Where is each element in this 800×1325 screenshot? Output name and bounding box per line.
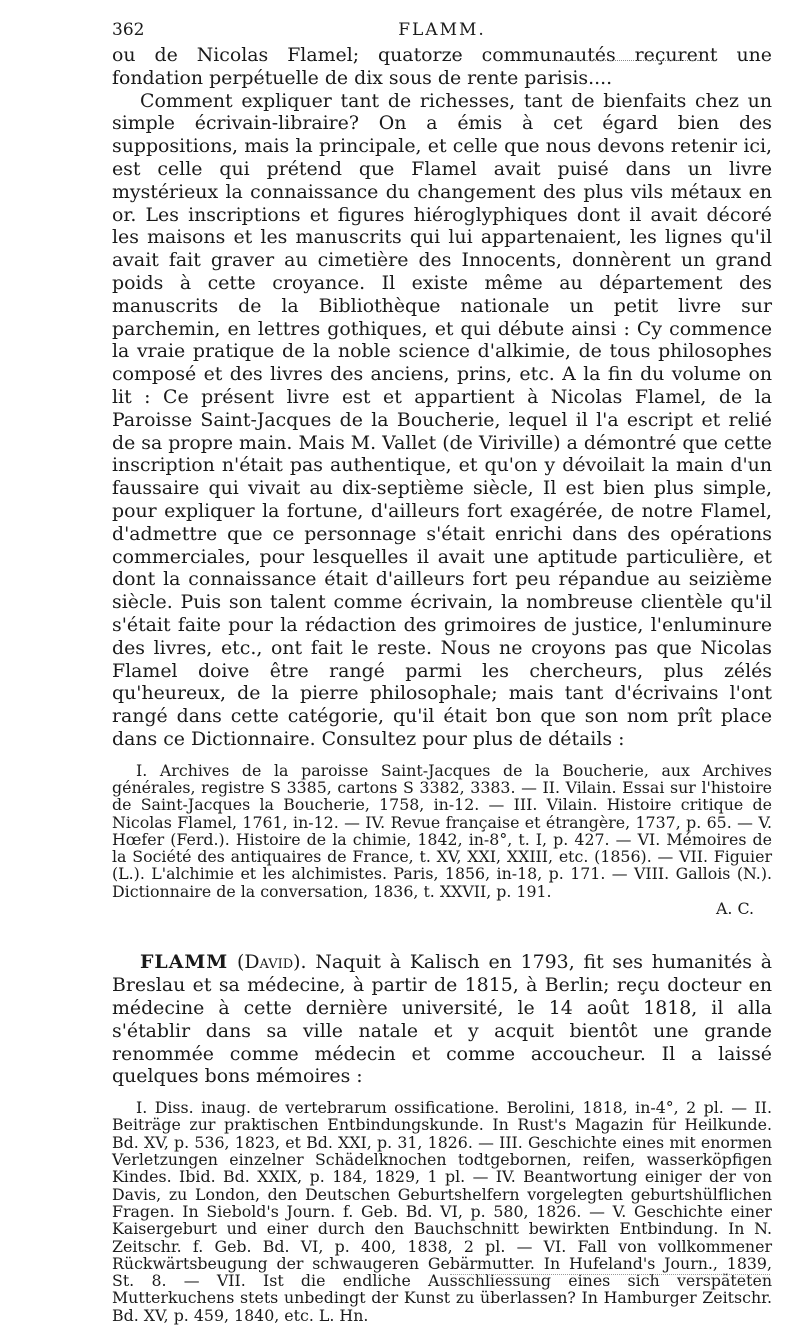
paragraph-main: Comment expliquer tant de richesses, tant de bienfaits chez un simple écrivain-libraire? On a émis à cet égard bien des suppositions, mais la principale, et celle que nous devons retenir ici, est celle qui prétend que Flamel avait puisé dans un livre mystérieux la connaissance du changement des plus vils métaux en or. Les inscriptions et figures hiéroglyphiques dont il avait décoré les maisons et les manuscrits qui lui appartenaient, les lignes qu'il avait fait graver au cimetière des Innocents, donnèrent un grand poids à cette croyance. Il existe même au département des manuscrits de la Bibliothèque nationale un petit livre sur parchemin, en lettres gothiques, et qui débute ainsi : Cy commence la vraie pratique de la noble science d'alkimie, de tous philosophes composé et des livres des anciens, prins, etc. A la fin du volume on lit : Ce présent livre est et appartient à Nicolas Flamel, de la Paroisse Saint-Jacques de la Boucherie, lequel il l'a escript et relié de sa propre main. Mais M. Vallet (de Viriville) a démontré que cette inscription n'était pas authentique, et qu'on y dévoilait la main d'un faussaire qui vivait au dix-septième siècle, Il est bien plus simple, pour expliquer la fortune, d'ailleurs fort exagérée, de notre Flamel, d'admettre que ce personnage s'était enrichi dans des opérations commerciales, pour lesquelles il avait une aptitude particulière, et dont la connaissance était d'ailleurs fort peu répandue au seizième siècle. Puis son talent comme écrivain, la nombreuse clientèle qu'il s'était faite pour la rédaction des grimoires de justice, l'enluminure des livres, etc., ont fait le reste. Nous ne croyons pas que Nicolas Flamel doive être rangé parmi les chercheurs, plus zélés qu'heureux, de la pierre philosophale; mais tant d'écrivains l'ont rangé dans cette catégorie, qu'il était bon que son nom prît place dans ce Dictionnaire. Consultez pour plus de détails : [112, 89, 772, 750]
spacer [112, 917, 772, 951]
bibliography-text [112, 1099, 772, 1324]
bibliography-text: I. Archives de la paroisse Saint-Jacques de la Boucherie, aux Archives générales, registre S 3385, cartons S 3382, 3383. — II. Vilain. Essai sur l'histoire de Saint-Jacques la Boucherie, 1758, in-12. — III. Vilain. Histoire critique de Nicolas Flamel, 1761, in-12. — IV. Revue française et étrangère, 1737, p. 65. — V. Hœfer (Ferd.). Histoire de la chimie, 1842, in-8°, t. I, p. 427. — VI. Mémoires de la Société des antiquaires de France, t. XV, XXI, XXIII, etc. (1856). — VII. Figuier (L.). L'alchimie et les alchimistes. Paris, 1856, in-18, p. 171. — VIII. Gallois (N.). Dictionnaire de la conversation, 1836, t. XXVII, p. 191. [112, 760, 772, 901]
author-signature: L. Hn. [318, 1305, 369, 1325]
author-signature: A. C. [716, 899, 754, 919]
page-number: 362 [112, 20, 145, 40]
article-flamm-body [112, 951, 772, 1088]
bibliography-flamm [112, 1099, 772, 1324]
entry-headword: FLAMM [140, 951, 229, 974]
dotted-rule-bottom [450, 1274, 770, 1275]
article-flamel-body [112, 44, 772, 751]
page-header [112, 20, 772, 44]
dotted-rule [552, 60, 712, 61]
entry-paragraph [112, 951, 772, 1088]
paragraph-continuation: ou de Nicolas Flamel; quatorze communautés reçurent une fondation perpétuelle de dix sous de rente parisis.... [112, 44, 772, 89]
entry-text: Naquit à Kalisch en 1793, fit ses humanités à Breslau et sa médecine, à partir de 1815, à Berlin; reçu docteur en médecine à cette dernière université, le 14 août 1818, il alla s'établir dans sa ville natale et y acquit bientôt une grande renommée comme médecin et comme accoucheur. Il a laissé quelques bons mémoires : [112, 951, 772, 1088]
bibliography-list: I. Diss. inaug. de vertebrarum ossificatione. Berolini, 1818, in-4°, 2 pl. — II. Beiträge zur praktischen Entbindungskunde. In Rust's Magazin für Heilkunde. Bd. XV, p. 536, 1823, et Bd. XXI, p. 31, 1826. — III. Geschichte eines mit enormen Verletzungen einzelner Schädelknochen todtgebornen, reifen, wasserköpfigen Kindes. Ibid. Bd. XXIX, p. 184, 1829, 1 pl. — IV. Beantwortung einiger der von Davis, zu London, den Deutschen Geburtshelfern vorgelegten geburtshülflichen Fragen. In Siebold's Journ. f. Geb. Bd. VI, p. 580, 1826. — V. Geschichte einer Kaisergeburt und einer durch den Bauchschnitt bewirkten Entbindung. In N. Zeitschr. f. Geb. Bd. VI, p. 400, 1838, 2 pl. — VI. Fall von vollkommener Rückwärtsbeugung der schwaugeren Gebärmutter. In Hufeland's Journ., 1839, St. 8. — VII. Ist die endliche Ausschliessung eines sich verspäteten Mutterkuchens stets unbedingt der Kunst zu überlassen? In Hamburger Zeitschr. Bd. XV, p. 459, 1840, etc. [112, 1098, 772, 1325]
bibliography-flamel [112, 762, 772, 918]
entry-forename: (David). [236, 951, 307, 974]
page [112, 20, 772, 1324]
running-title: FLAMM. [398, 20, 486, 40]
